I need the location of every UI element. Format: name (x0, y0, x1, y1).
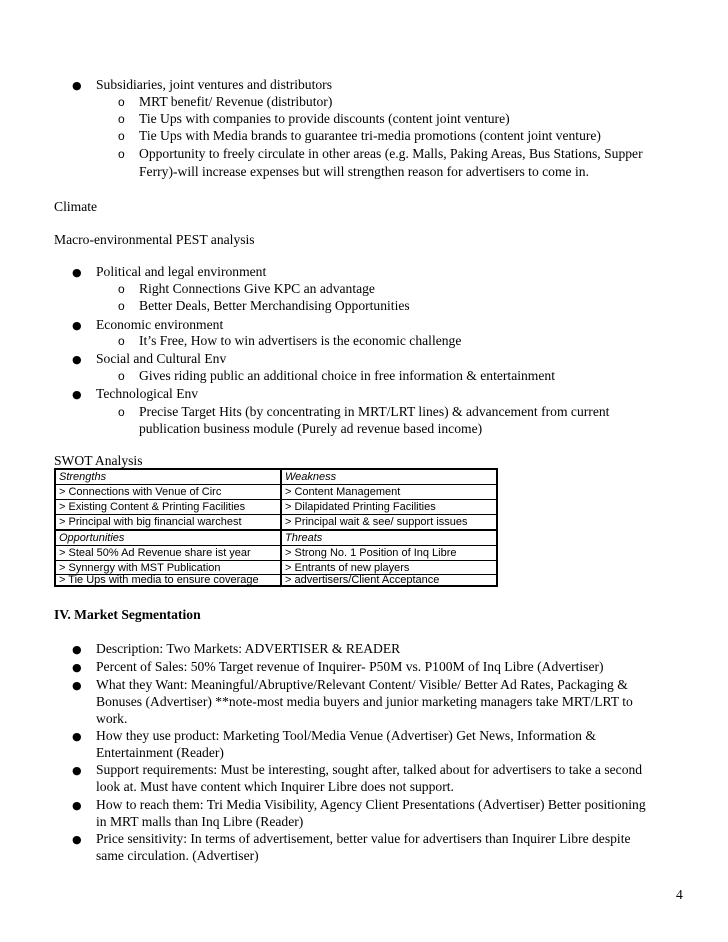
sub-list-item: Opportunity to freely circulate in other areas (e.g. Malls, Paking Areas, Bus Stations, Supper (139, 146, 643, 161)
sub-list-item: Tie Ups with companies to provide discounts (content joint venture) (139, 111, 510, 126)
sub-list-item: Gives riding public an additional choice in free information & entertainment (139, 368, 555, 383)
circle-bullet-icon: o (118, 334, 125, 348)
sub-list-item: Tie Ups with Media brands to guarantee tri-media promotions (content joint venture) (139, 128, 601, 143)
bullet-icon: ● (72, 643, 82, 656)
list-item: Social and Cultural Env (96, 351, 227, 366)
strength-item: > Connections with Venue of Circ (59, 486, 222, 498)
swot-right-column (282, 470, 496, 585)
strength-item: > Principal with big financial warchest (59, 516, 242, 528)
weakness-header: Weakness (285, 471, 337, 483)
opportunity-item: > Tie Ups with media to ensure coverage (59, 574, 259, 586)
list-item: Technological Env (96, 386, 199, 401)
circle-bullet-icon: o (118, 129, 125, 143)
swot-left-column (56, 470, 282, 585)
sub-list-item: Better Deals, Better Merchandising Opportunities (139, 298, 410, 313)
bullet-icon: ● (72, 833, 82, 846)
weakness-item: > Content Management (285, 486, 401, 498)
sub-list-item-continuation: Ferry)-will increase expenses but will strengthen reason for advertisers to come in. (139, 164, 589, 179)
list-item-continuation: in MRT malls than Inq Libre (Reader) (96, 814, 304, 829)
strength-item: > Existing Content & Printing Facilities (59, 501, 246, 513)
list-item-continuation: same circulation. (Advertiser) (96, 848, 259, 863)
bullet-icon: ● (72, 319, 82, 332)
list-item: How to reach them: Tri Media Visibility, Agency Client Presentations (Advertiser) Better positioning (96, 797, 646, 812)
list-item-continuation: Bonuses (Advertiser) **note-most media buyers and junior marketing managers take MRT/LRT to (96, 694, 633, 709)
pest-heading: Macro-environmental PEST analysis (54, 232, 255, 247)
bullet-icon: ● (72, 799, 82, 812)
bullet-icon: ● (72, 730, 82, 743)
sub-list-item: Right Connections Give KPC an advantage (139, 281, 375, 296)
list-item-continuation: work. (96, 711, 128, 726)
sub-list-item-continuation: publication business module (Purely ad revenue based income) (139, 421, 483, 436)
climate-heading: Climate (54, 199, 98, 214)
opportunity-item: > Synnergy with MST Publication (59, 562, 221, 574)
bullet-icon: ● (72, 79, 82, 92)
threat-item: > advertisers/Client Acceptance (285, 574, 440, 586)
circle-bullet-icon: o (118, 282, 125, 296)
list-item: Political and legal environment (96, 264, 267, 279)
page-number: 4 (676, 887, 683, 902)
swot-table (54, 468, 498, 587)
circle-bullet-icon: o (118, 95, 125, 109)
circle-bullet-icon: o (118, 369, 125, 383)
bullet-icon: ● (72, 353, 82, 366)
list-item: How they use product: Marketing Tool/Media Venue (Advertiser) Get News, Information & (96, 728, 596, 743)
list-item-continuation: look at. Must have content which Inquirer Libre does not support. (96, 779, 454, 794)
circle-bullet-icon: o (118, 147, 125, 161)
opportunities-header: Opportunities (59, 532, 125, 544)
swot-title: SWOT Analysis (54, 453, 143, 468)
sub-list-item: MRT benefit/ Revenue (distributor) (139, 94, 333, 109)
list-item: Description: Two Markets: ADVERTISER & READER (96, 641, 401, 656)
threat-item: > Strong No. 1 Position of Inq Libre (285, 547, 457, 559)
circle-bullet-icon: o (118, 405, 125, 419)
list-item: Percent of Sales: 50% Target revenue of Inquirer- P50M vs. P100M of Inq Libre (Advertiser) (96, 659, 604, 674)
list-item-continuation: Entertainment (Reader) (96, 745, 224, 760)
list-item: Subsidiaries, joint ventures and distributors (96, 77, 332, 92)
bullet-icon: ● (72, 266, 82, 279)
segmentation-heading: IV. Market Segmentation (54, 607, 201, 622)
threat-item: > Entrants of new players (285, 562, 410, 574)
strengths-header: Strengths (59, 471, 107, 483)
list-item: Support requirements: Must be interesting, sought after, talked about for advertisers to take a second (96, 762, 643, 777)
list-item: Economic environment (96, 317, 224, 332)
sub-list-item: Precise Target Hits (by concentrating in MRT/LRT lines) & advancement from current (139, 404, 610, 419)
list-item: Price sensitivity: In terms of advertisement, better value for advertisers than Inquirer Libre despite (96, 831, 631, 846)
threats-header: Threats (285, 532, 323, 544)
bullet-icon: ● (72, 661, 82, 674)
bullet-icon: ● (72, 679, 82, 692)
sub-list-item: It’s Free, How to win advertisers is the economic challenge (139, 333, 462, 348)
circle-bullet-icon: o (118, 112, 125, 126)
weakness-item: > Dilapidated Printing Facilities (285, 501, 436, 513)
bullet-icon: ● (72, 388, 82, 401)
circle-bullet-icon: o (118, 299, 125, 313)
bullet-icon: ● (72, 764, 82, 777)
opportunity-item: > Steal 50% Ad Revenue share ist year (59, 547, 251, 559)
weakness-item: > Principal wait & see/ support issues (285, 516, 468, 528)
list-item: What they Want: Meaningful/Abruptive/Relevant Content/ Visible/ Better Ad Rates, Packaging & (96, 677, 628, 692)
